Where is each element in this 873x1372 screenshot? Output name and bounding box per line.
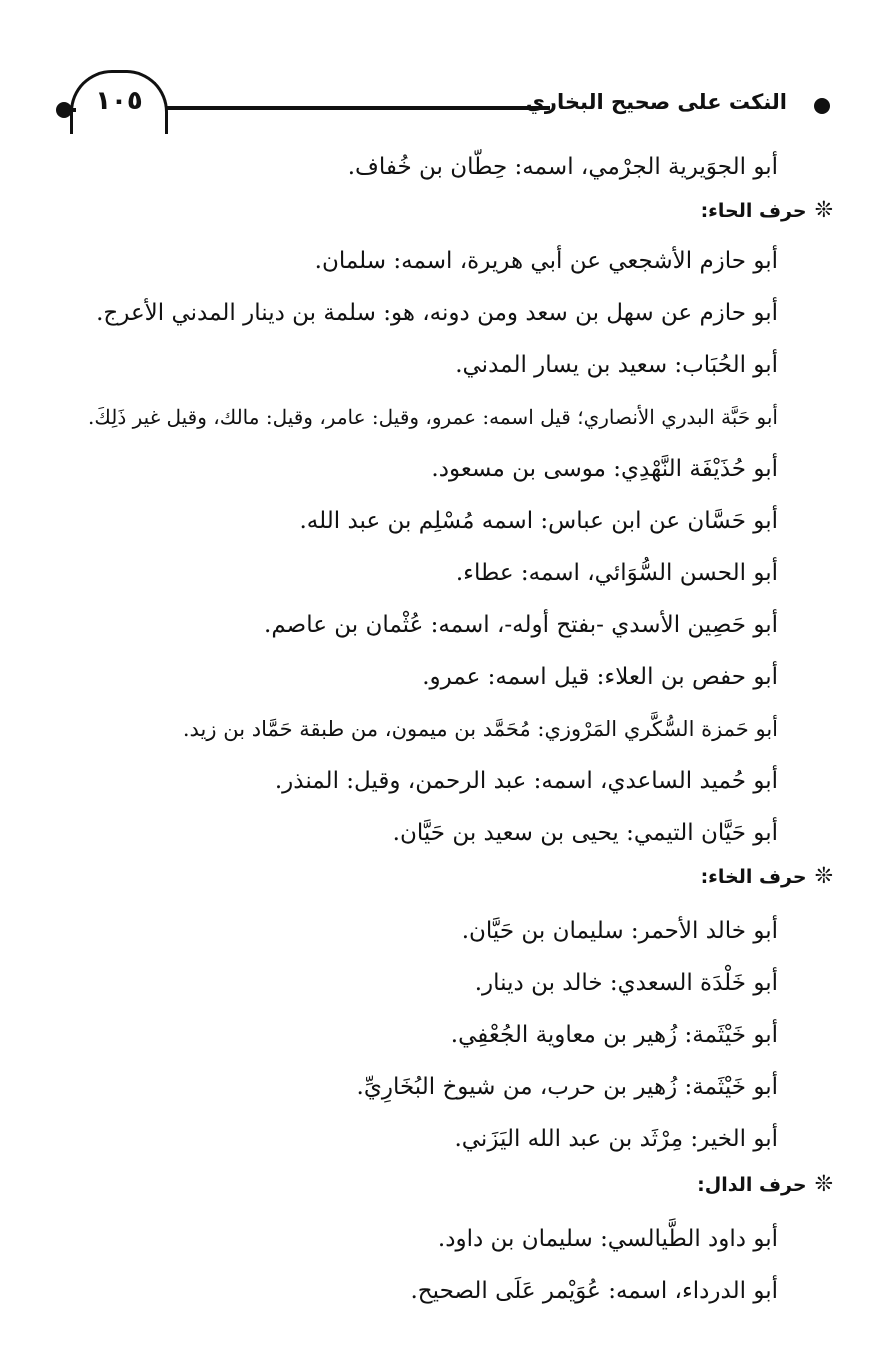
entry-line: أبو حازم عن سهل بن سعد ومن دونه، هو: سلمة بن دينار المدني الأعرج. (96, 300, 778, 326)
entry-line: أبو خَلْدَة السعدي: خالد بن دينار. (474, 970, 778, 996)
entry-line: أبو خَيْثَمة: زُهير بن معاوية الجُعْفِي. (450, 1022, 778, 1048)
entry-line: أبو حُميد الساعدي، اسمه: عبد الرحمن، وقيل: المنذر. (274, 768, 778, 794)
entry-line: أبو حَمزة السُّكَّري المَرْوزي: مُحَمَّد بن ميمون، من طبقة حَمَّاد بن زيد. (182, 717, 778, 741)
section-heading-label: حرف الخاء: (700, 866, 807, 888)
entry-line: أبو الحسن السُّوَائي، اسمه: عطاء. (455, 560, 778, 586)
entry-line: أبو داود الطَّيالسي: سليمان بن داود. (437, 1226, 778, 1252)
section-star-icon: ❊ (814, 864, 833, 889)
entry-line: أبو الخير: مِرْثَد بن عبد الله اليَزَني. (454, 1126, 778, 1152)
running-header (0, 0, 873, 150)
section-heading (701, 196, 833, 226)
section-star-icon: ❊ (814, 198, 833, 223)
section-heading-label: حرف الدال: (697, 1174, 807, 1196)
section-heading-label: حرف الحاء: (700, 200, 807, 222)
running-title: النكت على صحيح البخاري (525, 90, 787, 114)
entry-line: أبو الحُبَاب: سعيد بن يسار المدني. (455, 352, 778, 378)
entry-line: أبو الجوَيرية الجرْمي، اسمه: حِطّان بن خُفاف. (347, 154, 778, 180)
entry-line: أبو حُذَيْفَة النَّهْدِي: موسى بن مسعود. (431, 456, 778, 482)
entry-line: أبو الدرداء، اسمه: عُوَيْمر عَلَى الصحيح. (410, 1278, 778, 1304)
entry-line: أبو حَبَّة البدري الأنصاري؛ قيل اسمه: عمرو، وقيل: عامر، وقيل: مالك، وقيل غير ذَلِكَ. (88, 405, 778, 429)
header-rule (166, 106, 550, 110)
entry-line: أبو حازم الأشجعي عن أبي هريرة، اسمه: سلمان. (314, 248, 778, 274)
entry-line: أبو خالد الأحمر: سليمان بن حَيَّان. (461, 918, 778, 944)
section-star-icon: ❊ (814, 1172, 833, 1197)
section-heading (697, 1170, 833, 1200)
section-heading (701, 862, 833, 892)
entry-line: أبو حَصِين الأسدي -بفتح أوله-، اسمه: عُثْمان بن عاصم. (264, 612, 778, 638)
entry-line: أبو خَيْثَمة: زُهير بن حرب، من شيوخ البُخَارِيِّ. (356, 1074, 778, 1100)
page-number: ١٠٥ (95, 86, 143, 116)
header-ornament-dot-right (814, 98, 830, 114)
entry-line: أبو حَيَّان التيمي: يحيى بن سعيد بن حَيَّان. (392, 820, 778, 846)
entry-line: أبو حفص بن العلاء: قيل اسمه: عمرو. (422, 664, 778, 690)
entry-line: أبو حَسَّان عن ابن عباس: اسمه مُسْلِم بن عبد الله. (299, 508, 778, 534)
